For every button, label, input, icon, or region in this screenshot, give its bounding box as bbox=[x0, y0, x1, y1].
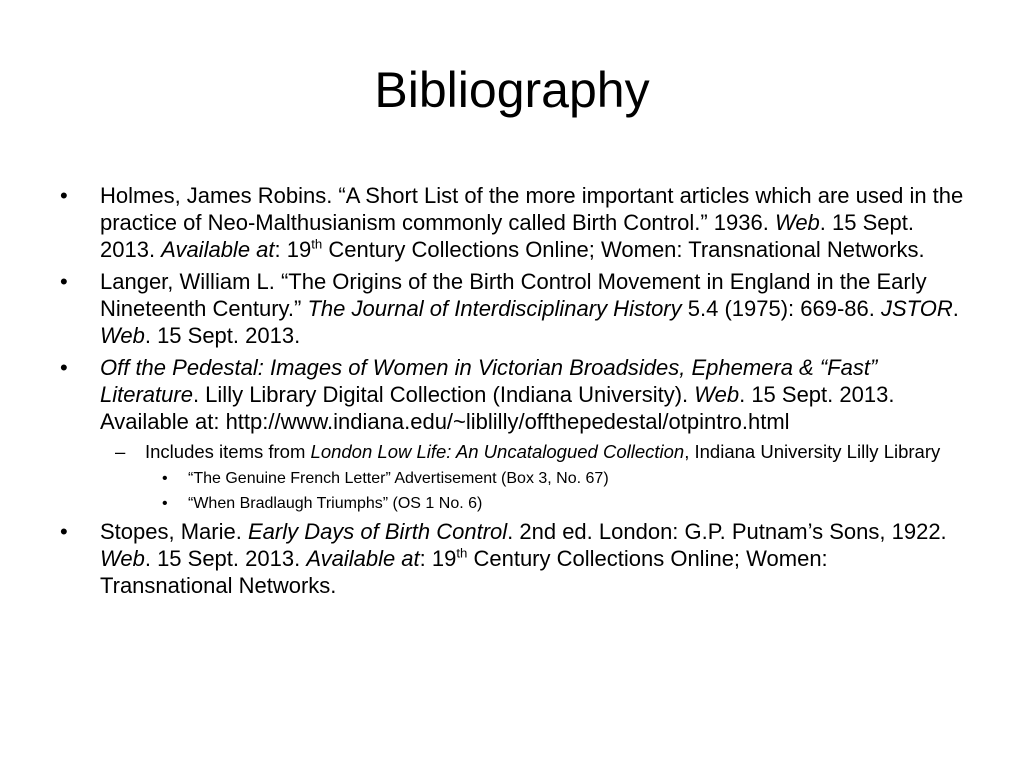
entry-text: 5.4 (1975): 669-86. bbox=[681, 296, 881, 321]
entry-text: . bbox=[952, 296, 959, 321]
sub-entry-collection: London Low Life: An Uncatalogued Collection bbox=[310, 441, 685, 462]
entry-text: : 19 bbox=[419, 546, 457, 571]
entry-medium: Web bbox=[100, 323, 145, 348]
entry-medium: Web bbox=[100, 546, 145, 571]
entry-book-title: Early Days of Birth Control bbox=[247, 519, 508, 544]
entry-text: . Lilly Library Digital Collection (Indiana University). bbox=[192, 382, 695, 407]
entry-text: Century Collections Online; Women: Transnational Networks. bbox=[322, 237, 925, 262]
sub-sub-entry-item bbox=[60, 468, 965, 490]
entry-medium: Web bbox=[774, 210, 820, 235]
bibliography-entry-stopes bbox=[60, 518, 965, 599]
sub-entry-text: Includes items from bbox=[145, 441, 311, 462]
entry-database: JSTOR bbox=[881, 296, 953, 321]
bibliography-entry-pedestal bbox=[60, 354, 965, 435]
bullet-icon: • bbox=[60, 519, 68, 544]
bullet-icon: • bbox=[60, 183, 68, 208]
entry-text: . 15 Sept. 2013. bbox=[144, 546, 307, 571]
sub-sub-entry-text: “The Genuine French Letter” Advertisement (Box 3, No. 67) bbox=[188, 470, 609, 487]
bullet-icon: • bbox=[162, 495, 168, 512]
entry-superscript: th bbox=[311, 236, 323, 252]
entry-text: Stopes, Marie. bbox=[100, 519, 248, 544]
bibliography-entry-langer bbox=[60, 268, 965, 349]
bullet-icon: • bbox=[60, 269, 68, 294]
entry-text: Langer, William L. “The Origins of the Birth Control Movement in England in the Early Nineteenth Century.” bbox=[100, 269, 927, 321]
sub-entry-text: , Indiana University Lilly Library bbox=[684, 441, 941, 462]
slide-title: Bibliography bbox=[374, 62, 650, 118]
entry-text: . 15 Sept. 2013. bbox=[144, 323, 301, 348]
entry-superscript: th bbox=[456, 545, 468, 561]
bibliography-list bbox=[60, 182, 965, 604]
bibliography-entry-holmes bbox=[60, 182, 965, 263]
entry-text: . 15 Sept. 2013. Available at: http://www.indiana.edu/~liblilly/offthepedestal/otpintro.html bbox=[100, 382, 895, 434]
entry-available-label: Available at bbox=[306, 546, 420, 571]
entry-text: : 19 bbox=[274, 237, 312, 262]
entry-medium: Web bbox=[694, 382, 740, 407]
entry-text: Century Collections Online; Women: Transnational Networks. bbox=[100, 546, 828, 598]
sub-sub-entry-text: “When Bradlaugh Triumphs” (OS 1 No. 6) bbox=[188, 495, 483, 512]
bullet-icon: • bbox=[162, 470, 168, 487]
entry-text: Holmes, James Robins. “A Short List of the more important articles which are used in the practice of Neo-Malthusianism commonly called Birth Control.” 1936. bbox=[100, 183, 964, 235]
bullet-icon: • bbox=[60, 355, 68, 380]
entry-text: . 15 Sept. 2013. bbox=[100, 210, 914, 262]
sub-entry-includes bbox=[60, 440, 965, 464]
sub-sub-entry-item bbox=[60, 493, 965, 515]
entry-title: Off the Pedestal: Images of Women in Victorian Broadsides, Ephemera & “Fast” Literature bbox=[100, 355, 878, 407]
entry-available-label: Available at bbox=[161, 237, 275, 262]
entry-text: . 2nd ed. London: G.P. Putnam’s Sons, 1922. bbox=[507, 519, 947, 544]
dash-bullet-icon: – bbox=[115, 441, 126, 462]
entry-journal: The Journal of Interdisciplinary History bbox=[307, 296, 682, 321]
